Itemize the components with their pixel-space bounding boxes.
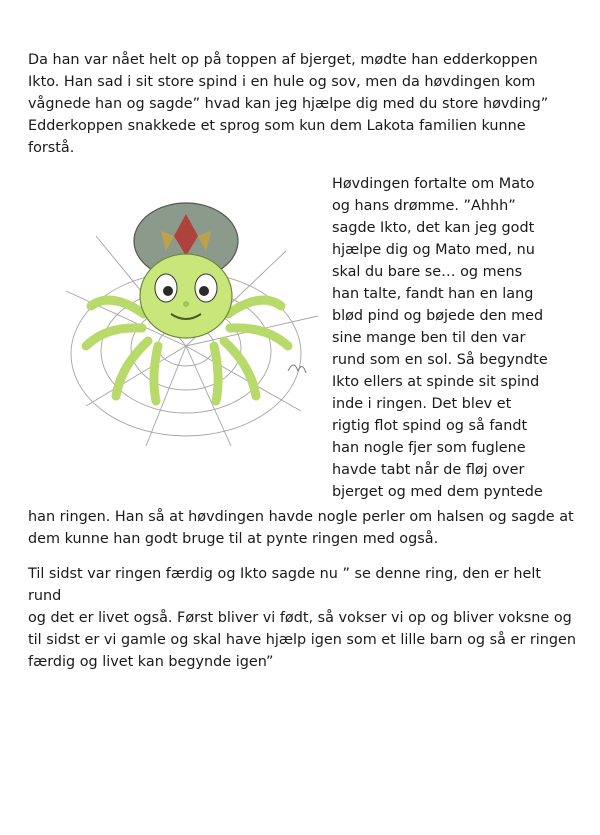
story-paragraph: han ringen. Han så at høvdingen havde nogle perler om halsen og sagde at dem kunne han godt bruge til at pynte ringen med også. bbox=[28, 509, 574, 547]
story-paragraph: Til sidst var ringen færdig og Ikto sagde nu ” se denne ring, den er helt rund og det er livet også. Først bliver vi født, så vokser vi op og bliver voksne og til sidst er vi gamle og skal have hjælp igen som et lille barn og så er ringen færdig og livet kan begynde igen” bbox=[28, 566, 576, 670]
artist-signature bbox=[288, 365, 306, 373]
spider-on-web-illustration bbox=[56, 196, 326, 451]
story-paragraph: Høvdingen fortalte om Mato og hans drømme. ”Ahhh” sagde Ikto, det kan jeg godt hjælpe dig og Mato med, nu skal du bare se… og mens han talte, fandt han en lang blød pind og bøjede den med sine mange ben til den var rund som en sol. Så begyndte Ikto ellers at spinde sit spind inde i ringen. Det blev et rigtig flot spind og så fandt han nogle fjer som fuglene havde tabt når de fløj over bjerget og med dem pyntede bbox=[332, 176, 548, 500]
story-paragraph: Da han var nået helt op på toppen af bjerget, mødte han edderkoppen Ikto. Han sad i sit store spind i en hule og sov, men da høvdingen kom vågnede han og sagde” hvad kan jeg hjælpe dig med du store høvding” Edderkoppen snakkede et sprog som kun dem Lakota familien kunne forstå. bbox=[28, 52, 549, 156]
spider-head bbox=[140, 254, 232, 338]
